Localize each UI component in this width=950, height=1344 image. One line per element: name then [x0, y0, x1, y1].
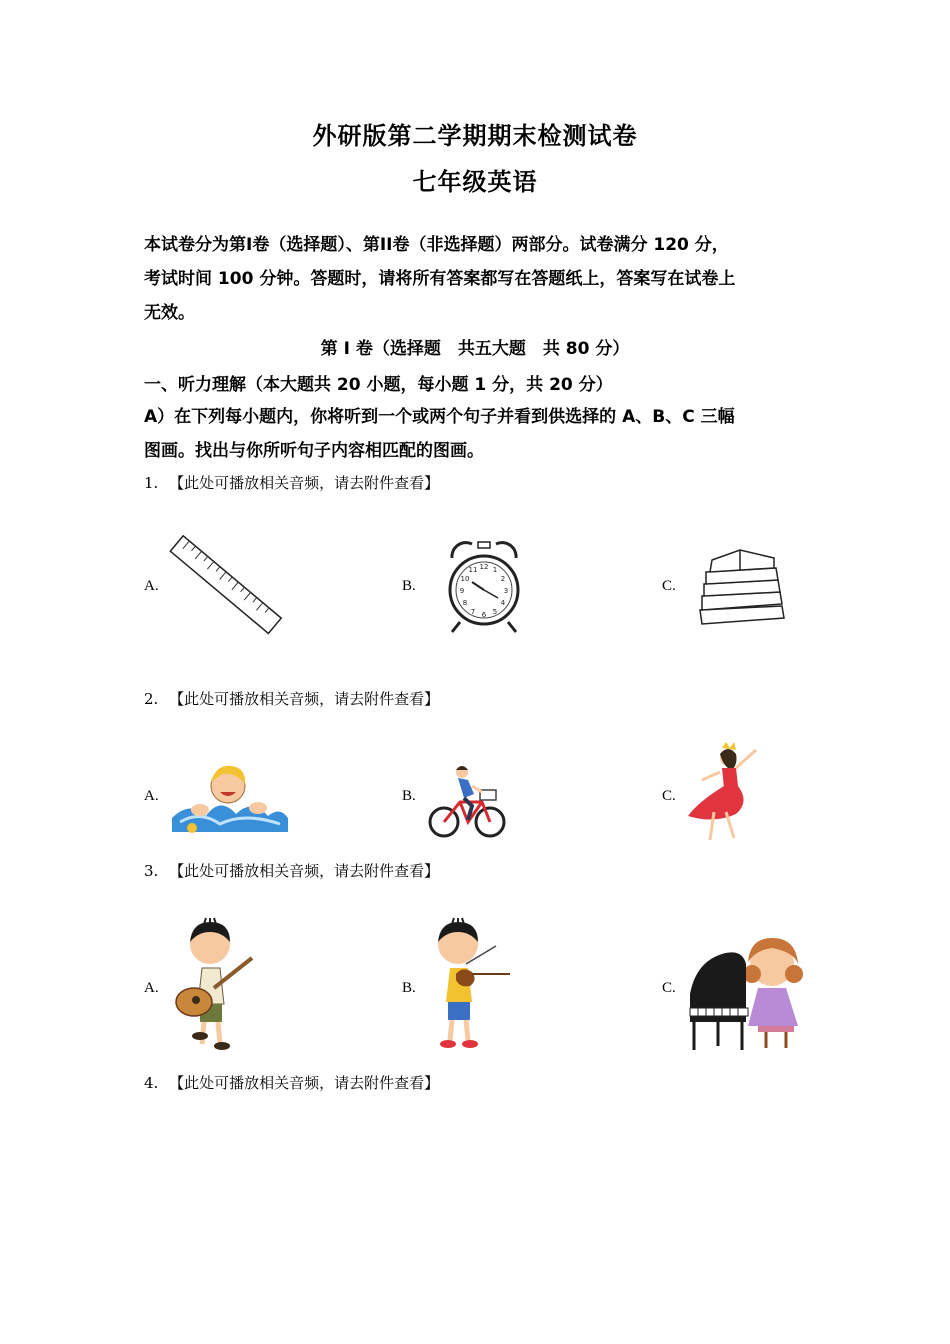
part-heading: 第 I 卷（选择题 共五大题 共 80 分）	[320, 339, 630, 359]
option-label-c: C.	[662, 578, 676, 594]
intro-line-3: 无效。	[144, 303, 195, 323]
ruler-picture	[170, 536, 280, 632]
question-number: 4.	[144, 1074, 159, 1092]
option-label-b: B.	[402, 980, 416, 996]
svg-text:9: 9	[459, 587, 465, 595]
svg-text:3: 3	[503, 587, 509, 595]
alarm-clock-picture	[442, 538, 526, 634]
question-3	[144, 860, 439, 881]
bike-picture	[428, 764, 508, 842]
svg-text:2: 2	[500, 575, 506, 583]
instruction-line-1: A）在下列每小题内，你将听到一个或两个句子并看到供选择的 A、B、C 三幅	[144, 407, 735, 427]
intro-paragraph	[144, 228, 804, 330]
option-label-a: A.	[144, 578, 159, 594]
intro-line-2: 考试时间 100 分钟。答题时，请将所有答案都写在答题纸上，答案写在试卷上	[144, 269, 736, 289]
instruction-paragraph	[144, 400, 804, 468]
question-1	[144, 472, 439, 493]
swimming-picture	[170, 760, 290, 840]
option-label-c: C.	[662, 980, 676, 996]
question-number: 1.	[144, 474, 159, 492]
guitar-picture	[170, 918, 260, 1052]
intro-line-1: 本试卷分为第I卷（选择题）、第II卷（非选择题）两部分。试卷满分 120 分，	[144, 235, 729, 255]
option-label-b: B.	[402, 788, 416, 804]
piano-picture	[686, 934, 802, 1054]
option-label-b: B.	[402, 578, 416, 594]
section-heading: 一、听力理解（本大题共 20 小题，每小题 1 分，共 20 分）	[144, 375, 613, 395]
svg-text:1: 1	[492, 566, 498, 574]
svg-text:7: 7	[470, 608, 476, 616]
question-number: 2.	[144, 690, 159, 708]
instruction-line-2: 图画。找出与你所听句子内容相匹配的图画。	[144, 441, 484, 461]
audio-placeholder: 【此处可播放相关音频，请去附件查看】	[169, 862, 440, 880]
svg-text:5: 5	[492, 608, 498, 616]
option-label-a: A.	[144, 788, 159, 804]
page-title: 外研版第二学期期末检测试卷	[312, 122, 638, 150]
dancing-picture	[684, 742, 776, 846]
svg-text:6: 6	[481, 611, 487, 619]
page-subtitle: 七年级英语	[412, 168, 538, 196]
audio-placeholder: 【此处可播放相关音频，请去附件查看】	[169, 1074, 440, 1092]
books-picture	[696, 546, 788, 632]
svg-text:8: 8	[462, 599, 468, 607]
violin-picture	[426, 918, 514, 1052]
svg-text:11: 11	[468, 566, 478, 574]
option-label-c: C.	[662, 788, 676, 804]
question-number: 3.	[144, 862, 159, 880]
svg-text:10: 10	[460, 575, 470, 583]
svg-text:4: 4	[500, 599, 506, 607]
question-2	[144, 688, 439, 709]
audio-placeholder: 【此处可播放相关音频，请去附件查看】	[169, 474, 440, 492]
option-label-a: A.	[144, 980, 159, 996]
audio-placeholder: 【此处可播放相关音频，请去附件查看】	[169, 690, 440, 708]
svg-text:12: 12	[479, 563, 489, 571]
question-4	[144, 1072, 439, 1093]
